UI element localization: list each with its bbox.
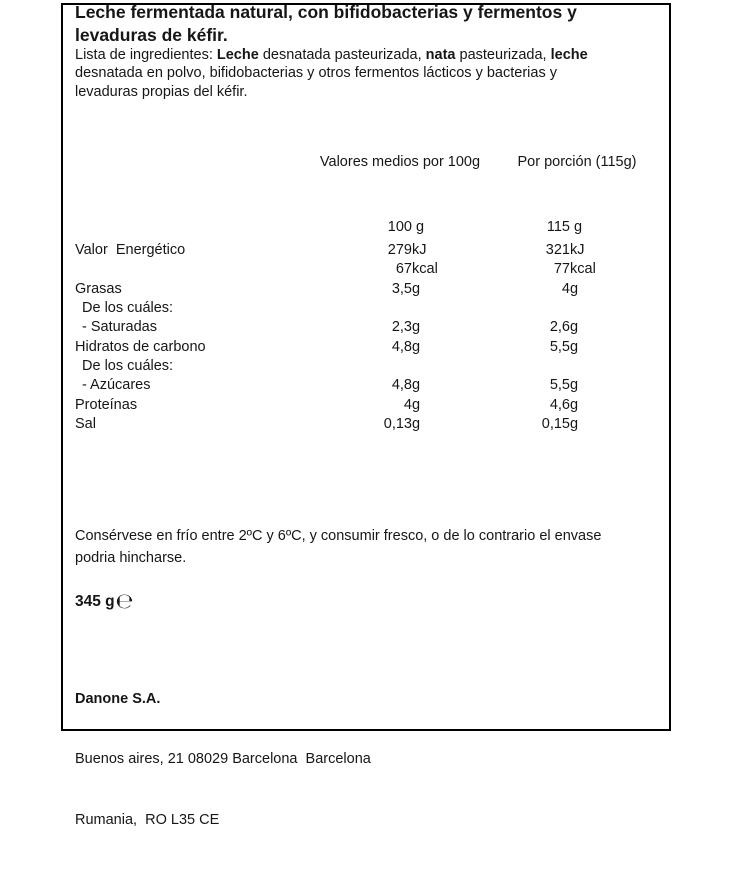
unit-per-portion: g bbox=[570, 396, 579, 413]
nutrition-row bbox=[63, 376, 669, 395]
unit-per-100g: kJ bbox=[412, 241, 427, 258]
value-per-100g: 4 bbox=[403, 396, 412, 413]
text-line: levaduras propias del kéfir. bbox=[75, 83, 248, 100]
text-line: levaduras de kéfir. bbox=[75, 25, 228, 45]
unit-per-portion: g bbox=[570, 219, 583, 235]
value-per-100g: 4,8 bbox=[391, 338, 412, 355]
manufacturer-name: Danone S.A. bbox=[75, 690, 161, 707]
nutrition-column-headers bbox=[63, 154, 669, 174]
unit-per-portion: g bbox=[570, 280, 579, 297]
text-line: podria hincharse. bbox=[75, 550, 187, 566]
manufacturer-country: Rumania, RO L35 CE bbox=[75, 812, 220, 829]
col-header-per-100g: Valores medios por 100g bbox=[319, 154, 481, 170]
unit-per-100g: g bbox=[412, 338, 421, 355]
manufacturer-address: Buenos aires, 21 08029 Barcelona Barcelona bbox=[75, 751, 371, 768]
unit-per-portion: g bbox=[570, 377, 579, 394]
nutrient-label: Proteínas bbox=[75, 396, 138, 413]
value-per-100g: 67 bbox=[395, 261, 412, 278]
unit-per-100g: g bbox=[412, 396, 421, 413]
nutrition-row bbox=[63, 396, 669, 415]
text-line: Leche fermentada natural, con bifidobacterias y fermentos y bbox=[75, 2, 577, 22]
label-border-box bbox=[61, 2, 671, 829]
manufacturer-block bbox=[75, 648, 371, 871]
value-per-100g: 4,8 bbox=[391, 377, 412, 394]
value-per-portion: 5,5 bbox=[549, 377, 570, 394]
estimated-sign: ℮ bbox=[115, 589, 134, 613]
col-header-per-portion: Por porción (115g) bbox=[517, 154, 637, 170]
nutrition-row bbox=[63, 241, 669, 260]
text-line: desnatada en polvo, bifidobacterias y otros fermentos lácticos y bacterias y bbox=[75, 65, 557, 82]
unit-per-portion: g bbox=[570, 338, 579, 355]
nutrient-label: De los cuáles: bbox=[82, 357, 174, 374]
unit-per-100g: kcal bbox=[412, 261, 438, 278]
unit-per-portion: g bbox=[570, 415, 579, 432]
nutrition-row bbox=[63, 299, 669, 318]
unit-per-100g: g bbox=[412, 219, 425, 235]
value-per-portion: 4 bbox=[561, 280, 570, 297]
nutrient-label: Valor Energético bbox=[75, 241, 186, 258]
nutrition-table bbox=[63, 218, 669, 434]
nutrient-label: De los cuáles: bbox=[82, 299, 174, 316]
text-line: Consérvese en frío entre 2ºC y 6ºC, y consumir fresco, o de lo contrario el envase bbox=[75, 528, 602, 544]
ingredients-paragraph bbox=[75, 46, 588, 101]
value-per-100g: 0,13 bbox=[383, 415, 412, 432]
nutrient-label: - Azúcares bbox=[82, 377, 151, 394]
nutrient-label: - Saturadas bbox=[82, 319, 157, 336]
value-per-portion: 115 bbox=[546, 219, 570, 235]
value-per-portion: 77 bbox=[553, 261, 570, 278]
unit-per-portion: kJ bbox=[570, 241, 585, 258]
nutrition-row bbox=[63, 218, 669, 237]
storage-instructions bbox=[75, 525, 601, 569]
value-per-portion: 5,5 bbox=[549, 338, 570, 355]
value-per-100g: 2,3 bbox=[391, 319, 412, 336]
nutrient-label: Grasas bbox=[75, 280, 122, 297]
unit-per-100g: g bbox=[412, 280, 421, 297]
value-per-portion: 321 bbox=[545, 241, 570, 258]
value-per-100g: 279 bbox=[387, 241, 412, 258]
product-title bbox=[75, 1, 577, 47]
nutrition-row bbox=[63, 415, 669, 434]
value-per-100g: 3,5 bbox=[391, 280, 412, 297]
value-per-portion: 4,6 bbox=[549, 396, 570, 413]
unit-per-portion: kcal bbox=[570, 261, 596, 278]
text-line: Lista de ingredientes: Leche desnatada pasteurizada, nata pasteurizada, leche bbox=[75, 47, 588, 63]
unit-per-100g: g bbox=[412, 319, 421, 336]
nutrition-row bbox=[63, 318, 669, 337]
nutrition-row bbox=[63, 357, 669, 376]
value-per-portion: 2,6 bbox=[549, 319, 570, 336]
value-per-portion: 0,15 bbox=[541, 415, 570, 432]
nutrition-row bbox=[63, 280, 669, 299]
nutrient-label: Hidratos de carbono bbox=[75, 338, 206, 355]
net-weight-amount: 345 g bbox=[75, 593, 115, 610]
unit-per-100g: g bbox=[412, 415, 421, 432]
nutrition-row bbox=[63, 338, 669, 357]
net-weight bbox=[75, 591, 134, 612]
nutrition-row bbox=[63, 260, 669, 279]
value-per-100g: 100 bbox=[387, 219, 412, 235]
unit-per-portion: g bbox=[570, 319, 579, 336]
nutrient-label: Sal bbox=[75, 415, 96, 432]
unit-per-100g: g bbox=[412, 377, 421, 394]
